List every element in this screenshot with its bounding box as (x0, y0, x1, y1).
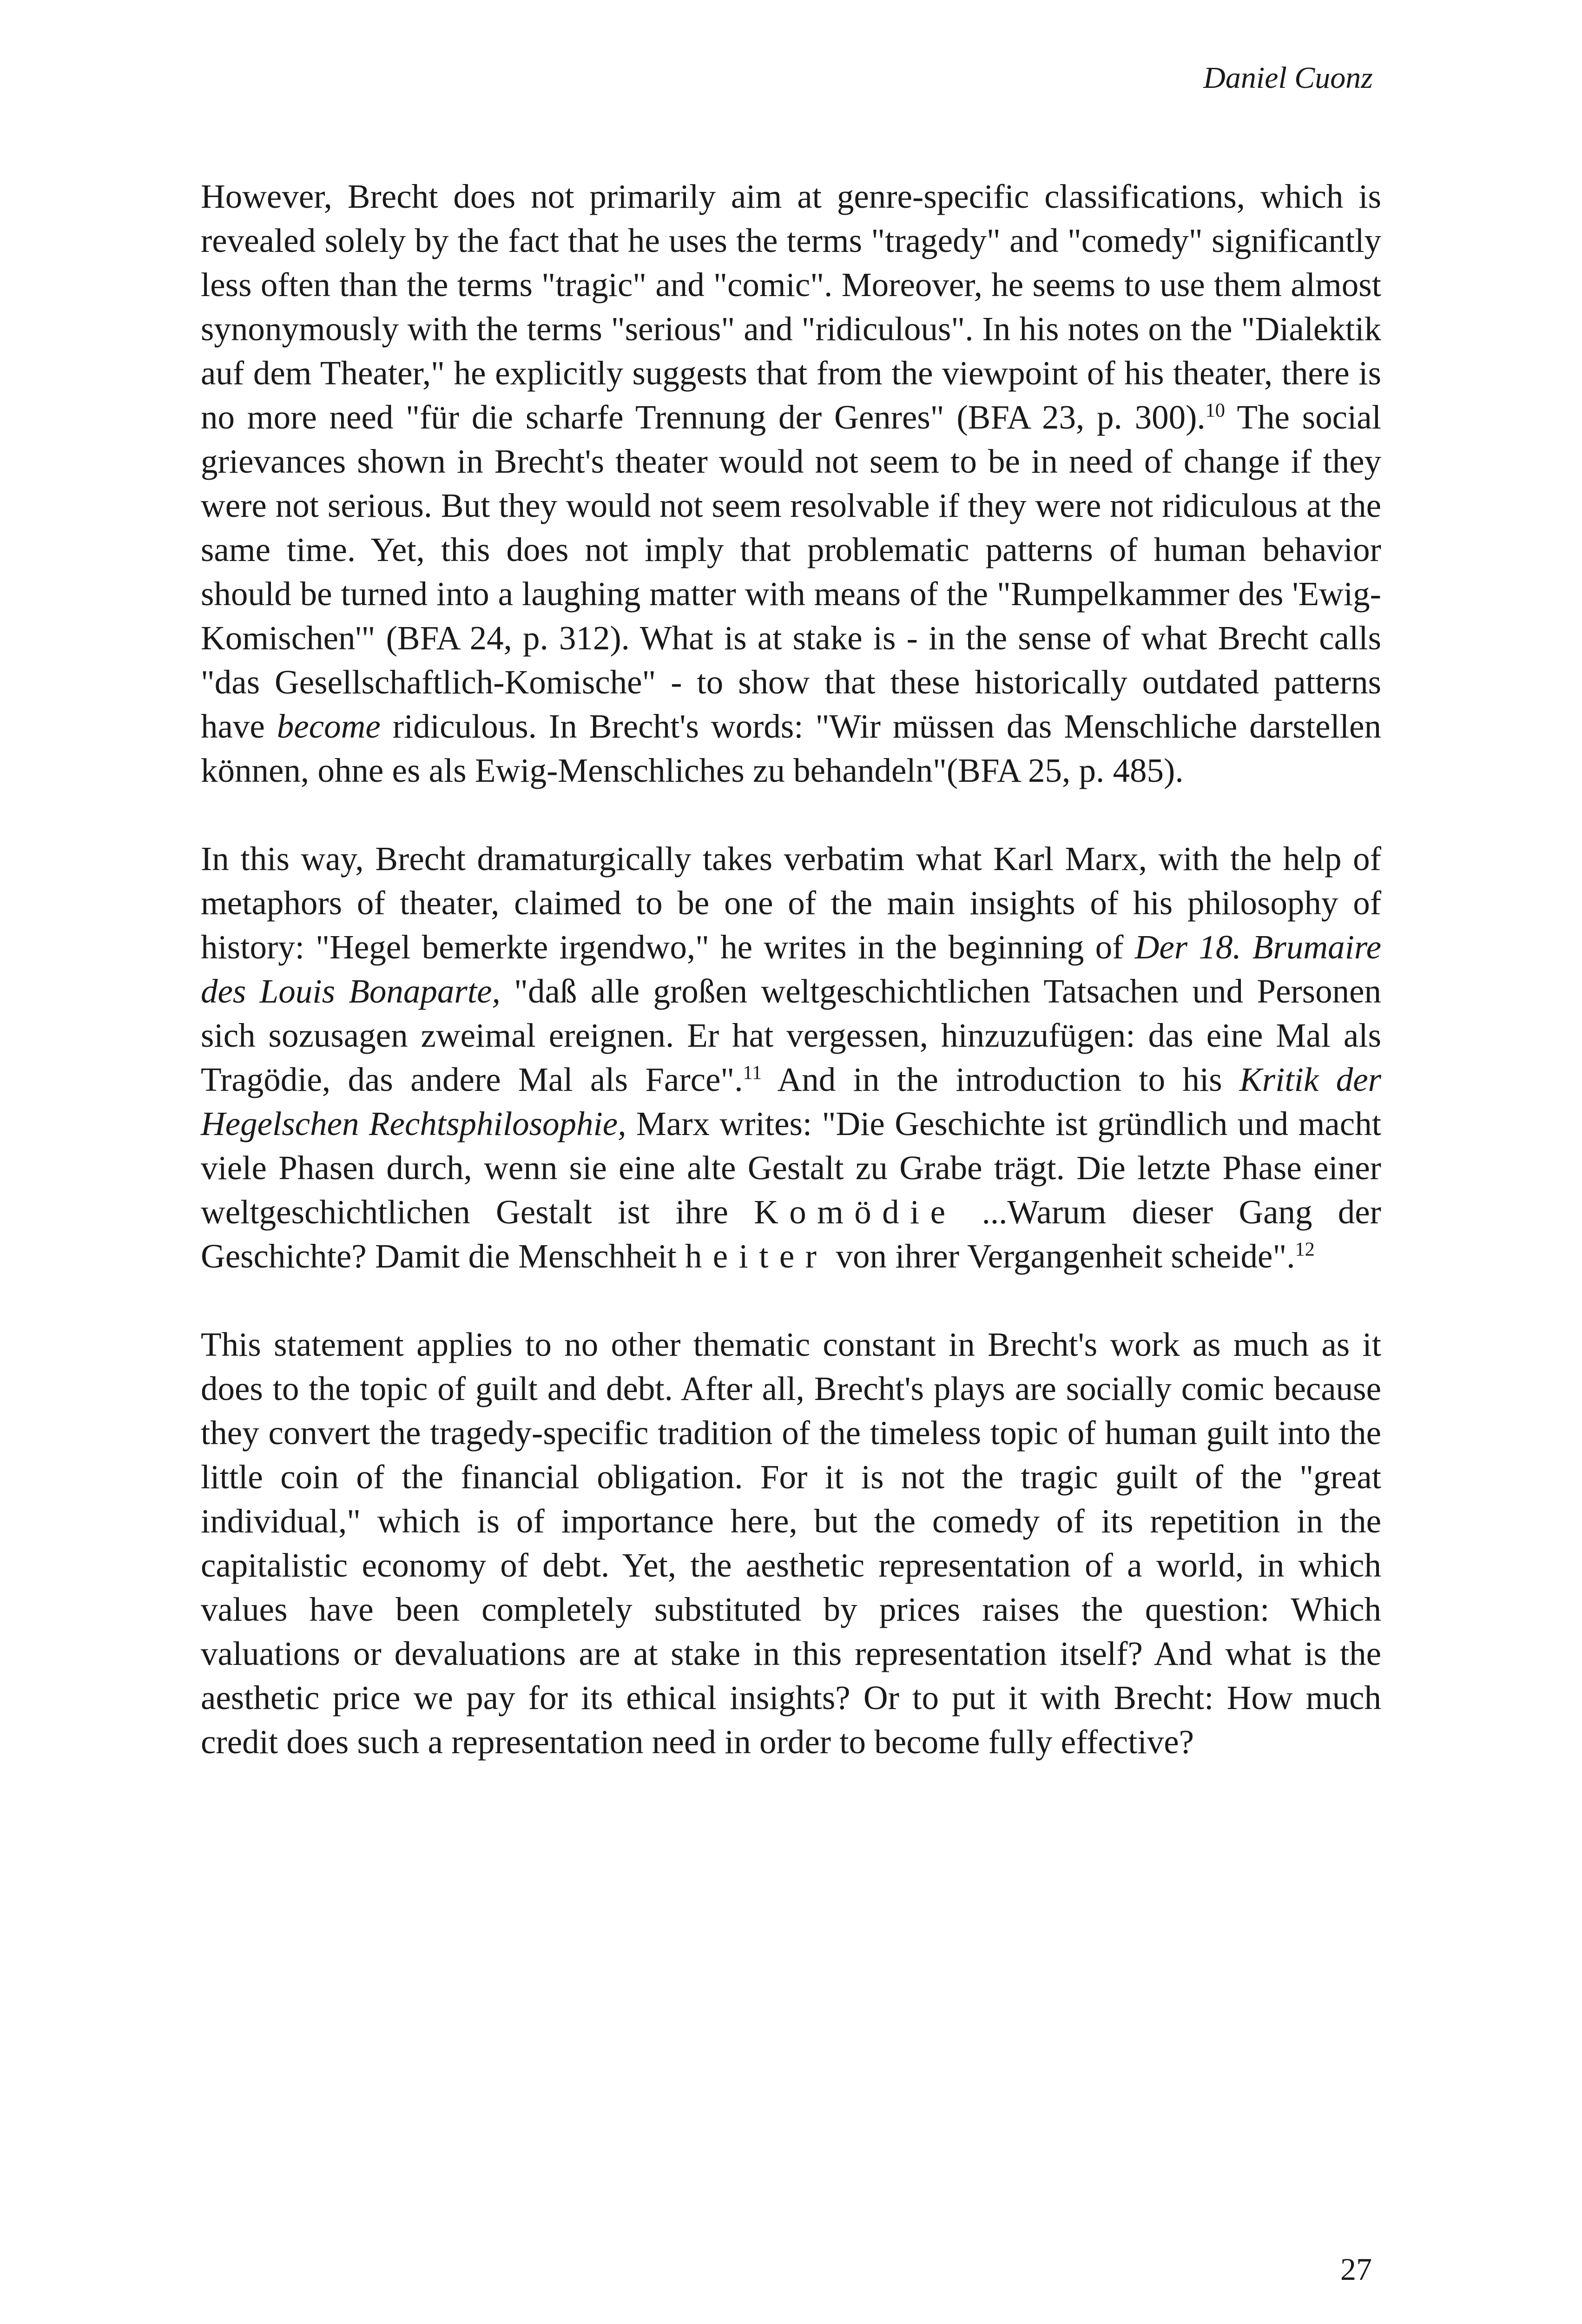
text-run: The social grievances shown in Brecht's theater would not seem to be in need of change if they were not serious. But they would not seem resolvable if they were not ridiculous at the same time. Yet, this does not imply that problematic patterns of human behavior should be turned into a laughing matter with means of the "Rumpelkammer des 'Ewig-Komischen'" (BFA 24, p. 312). What is at stake is - in the sense of what Brecht calls "das Gesellschaftlich-Komische" - to show that these historically outdated patterns have (201, 398, 1381, 745)
paragraph-2 (201, 837, 1381, 1278)
spaced-word-komoedie: Komödie (754, 1193, 956, 1231)
title-brumaire: Der 18. Brumaire des Louis Bonaparte, (201, 928, 1381, 1010)
body-text (201, 174, 1381, 1764)
text-run: "daß alle großen weltgeschichtlichen Tatsachen und Personen sich sozusagen zweimal ereignen. Er hat vergessen, hinzuzufügen: das eine Mal als Tragödie, das andere Mal als Farce". (201, 972, 1381, 1098)
text-run: And in the introduction to his (762, 1061, 1240, 1098)
emphasis-become: become (277, 707, 381, 745)
text-run: von ihrer Vergangenheit scheide". (827, 1237, 1295, 1275)
paragraph-1 (201, 174, 1381, 792)
spaced-word-heiter: heiter (685, 1237, 828, 1275)
text-run: This statement applies to no other thematic constant in Brecht's work as much as it does to the topic of guilt and debt. After all, Brecht's plays are socially comic because they convert the tragedy-specific tradition of the timeless topic of human guilt into the little coin of the financial obligation. For it is not the tragic guilt of the "great individual," which is of importance here, but the comedy of its repetition in the capitalistic economy of debt. Yet, the aesthetic representation of a world, in which values have been completely substituted by prices raises the question: Which valuations or devaluations are at stake in this representation itself? And what is the aesthetic price we pay for its ethical insights? Or to put it with Brecht: How much credit does such a representation need in order to become fully effective? (201, 1326, 1381, 1761)
footnote-ref-10: 10 (1205, 399, 1225, 422)
running-header-author: Daniel Cuonz (1203, 61, 1373, 95)
text-run: ridiculous. In Brecht's words: "Wir müssen das Menschliche darstellen können, ohne es als Ewig-Menschliches zu behandeln"(BFA 25, p. 485). (201, 707, 1381, 789)
paragraph-3 (201, 1322, 1381, 1764)
text-run: However, Brecht does not primarily aim at genre-specific classifications, which is revealed solely by the fact that he uses the terms "tragedy" and "comedy" significantly less often than the terms "tragic" and "comic". Moreover, he seems to use them almost synonymously with the terms "serious" and "ridiculous". In his notes on the "Dialektik auf dem Theater," he explicitly suggests that from the viewpoint of his theater, there is no more need "für die scharfe Trennung der Genres" (BFA 23, p. 300). (201, 178, 1381, 436)
text-run: Marx writes: "Die Geschichte ist gründlich und macht viele Phasen durch, wenn sie eine alte Gestalt zu Grabe trägt. Die letzte Phase einer weltgeschichtlichen Gestalt ist ihre (201, 1105, 1381, 1231)
footnote-ref-11: 11 (743, 1062, 762, 1084)
text-run: In this way, Brecht dramaturgically takes verbatim what Karl Marx, with the help of metaphors of theater, claimed to be one of the main insights of his philosophy of history: "Hegel bemerkte irgendwo," he writes in the beginning of (201, 840, 1381, 966)
title-kritik: Kritik der Hegelschen Rechtsphilosophie, (201, 1061, 1381, 1142)
text-run: ...Warum dieser Gang der Geschichte? Damit die Menschheit (201, 1193, 1381, 1275)
page-number: 27 (1340, 2251, 1372, 2287)
footnote-ref-12: 12 (1295, 1238, 1315, 1261)
